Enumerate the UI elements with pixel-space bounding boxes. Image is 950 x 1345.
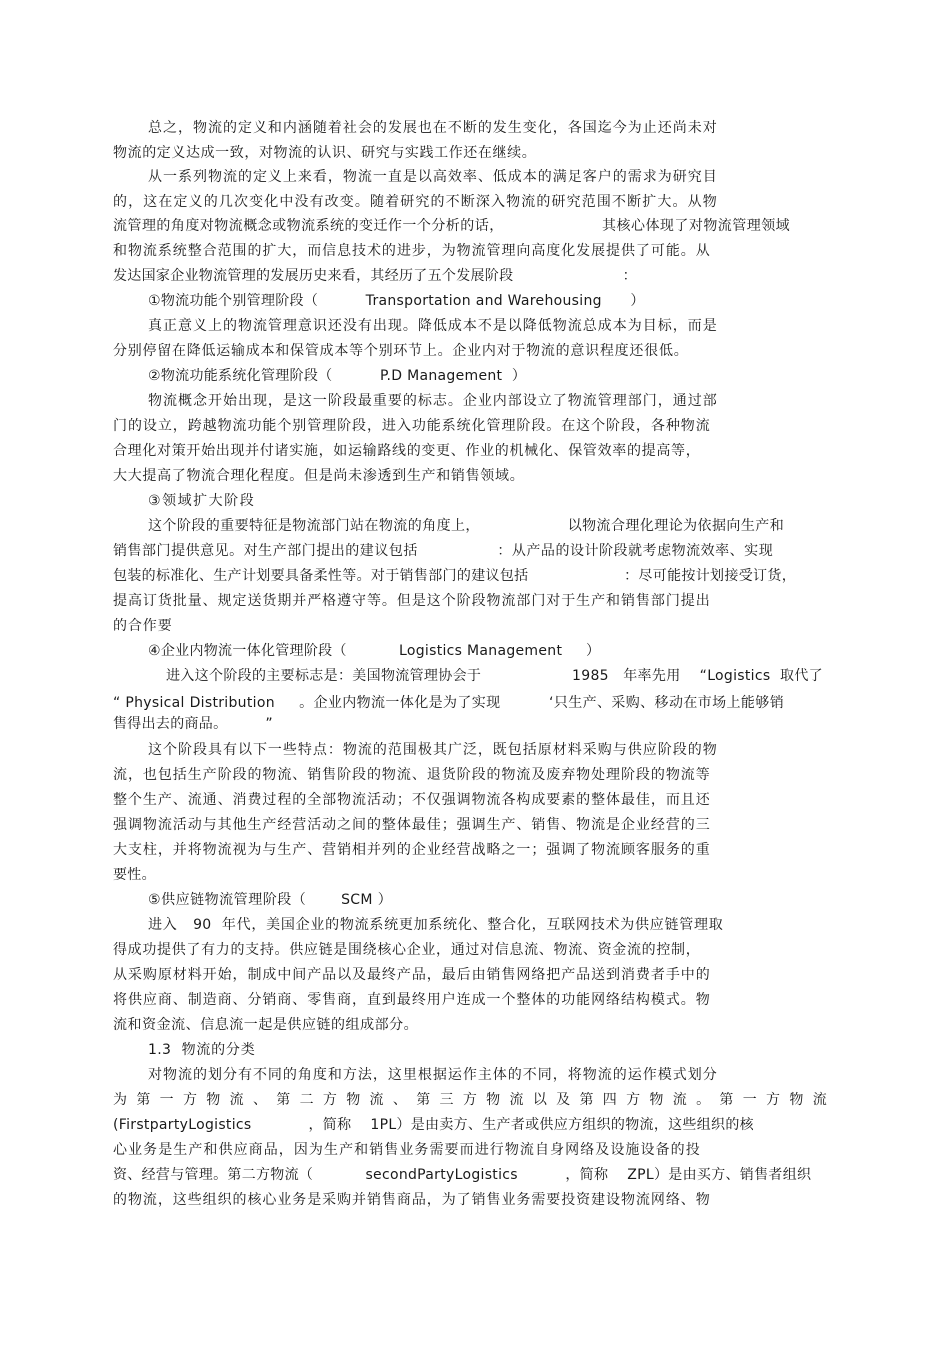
text-line: 的合作要 <box>113 618 172 634</box>
text-line: 强调物流活动与其他生产经营活动之间的整体最佳；强调生产、销售、物流是企业经营的三 <box>113 817 710 833</box>
text-line: (FirstpartyLogistics ，简称 1PL）是由卖方、生产者或供应方组织的物流，这些组织的核 <box>113 1117 754 1133</box>
section-heading: 1.3 物流的分类 <box>148 1042 255 1058</box>
text-line: 销售部门提供意见。对生产部门提出的建议包括 ：从产品的设计阶段就考虑物流效率、实现 <box>113 543 773 559</box>
text-line: 提高订货批量、规定送货期并严格遵守等。但是这个阶段物流部门对于生产和销售部门提出 <box>113 593 710 609</box>
text-line: 的物流，这些组织的核心业务是采购并销售商品，为了销售业务需要投资建设物流网络、物 <box>113 1192 710 1208</box>
text-line: 大大提高了物流合理化程度。但是尚未渗透到生产和销售领域。 <box>113 468 524 484</box>
text-line: 合理化对策开始出现并付诸实施，如运输路线的变更、作业的机械化、保管效率的提高等， <box>113 443 700 459</box>
text-line: 包装的标准化、生产计划要具备柔性等。对于销售部门的建议包括 ：尽可能按计划接受订货， <box>113 568 796 584</box>
stage-heading: ②物流功能系统化管理阶段（ P.D Management ） <box>148 368 527 384</box>
text-line: 的，这在定义的几次变化中没有改变。随着研究的不断深入物流的研究范围不断扩大。从物 <box>113 194 717 210</box>
text-line: 分别停留在降低运输成本和保管成本等个别环节上。企业内对于物流的意识程度还很低。 <box>113 343 688 359</box>
text-line: 整个生产、流通、消费过程的全部物流活动；不仅强调物流各构成要素的整体最佳，而且还 <box>113 792 710 808</box>
text-line: 物流的定义达成一致，对物流的认识、研究与实践工作还在继续。 <box>113 145 536 161</box>
text-line: 进入 90 年代，美国企业的物流系统更加系统化、整合化，互联网技术为供应链管理取 <box>148 917 723 933</box>
text-line: 流和资金流、信息流一起是供应链的组成部分。 <box>113 1017 418 1033</box>
text-line: 资、经营与管理。第二方物流（ secondPartyLogistics ，简称 ZPL）是由买方、销售者组织 <box>113 1167 812 1183</box>
text-line: 大支柱，并将物流视为与生产、营销相并列的企业经营战略之一；强调了物流顾客服务的重 <box>113 842 710 858</box>
text-line: 流，也包括生产阶段的物流、销售阶段的物流、退货阶段的物流及废弃物处理阶段的物流等 <box>113 767 710 783</box>
stage-heading: ③领域扩大阶段 <box>148 493 254 509</box>
text-line: “ Physical Distribution 。企业内物流一体化是为了实现 ‘只生产、采购、移动在市场上能够销 <box>113 695 784 711</box>
text-line: 心业务是生产和供应商品，因为生产和销售业务需要而进行物流自身网络及设施设备的投 <box>113 1142 700 1158</box>
text-line: 进入这个阶段的主要标志是：美国物流管理协会于 1985 年率先用 “Logistics 取代了 <box>166 668 823 684</box>
text-line: 将供应商、制造商、分销商、零售商，直到最终用户连成一个整体的功能网络结构模式。物 <box>113 992 710 1008</box>
stage-heading: ⑤供应链物流管理阶段（ SCM ） <box>148 892 392 908</box>
text-line: 门的设立，跨越物流功能个别管理阶段，进入功能系统化管理阶段。在这个阶段，各种物流 <box>113 418 710 434</box>
text-line: 为 第 一 方 物 流 、 第 二 方 物 流 、 第 三 方 物 流 以 及 第 四 方 物 流 。 第 一 方 物 流 <box>113 1092 827 1108</box>
text-line: 这个阶段的重要特征是物流部门站在物流的角度上， 以物流合理化理论为依据向生产和 <box>148 518 784 534</box>
text-line: 流管理的角度对物流概念或物流系统的变迁作一个分析的话， 其核心体现了对物流管理领域 <box>113 218 790 234</box>
text-line: 物流概念开始出现，是这一阶段最重要的标志。企业内部设立了物流管理部门，通过部 <box>148 393 717 409</box>
text-line: 要性。 <box>113 867 156 883</box>
stage-heading: ①物流功能个别管理阶段（ Transportation and Warehousing ） <box>148 293 645 309</box>
text-line: 对物流的划分有不同的角度和方法，这里根据运作主体的不同，将物流的运作模式划分 <box>148 1067 717 1083</box>
text-line: 得成功提供了有力的支持。供应链是围绕核心企业，通过对信息流、物流、资金流的控制， <box>113 942 700 958</box>
text-line: 和物流系统整合范围的扩大，而信息技术的进步，为物流管理向高度化发展提供了可能。从 <box>113 243 710 259</box>
text-line: 发达国家企业物流管理的发展历史来看，其经历了五个发展阶段 ： <box>113 268 637 284</box>
text-line: 从采购原材料开始，制成中间产品以及最终产品，最后由销售网络把产品送到消费者手中的 <box>113 967 710 983</box>
text-line: 真正意义上的物流管理意识还没有出现。降低成本不是以降低物流总成本为目标，而是 <box>148 318 717 334</box>
text-line: 从一系列物流的定义上来看，物流一直是以高效率、低成本的满足客户的需求为研究目 <box>148 169 717 185</box>
text-line: 总之，物流的定义和内涵随着社会的发展也在不断的发生变化，各国迄今为止还尚未对 <box>148 120 717 136</box>
text-line: 售得出去的商品。 ” <box>113 716 273 732</box>
stage-heading: ④企业内物流一体化管理阶段（ Logistics Management ） <box>148 643 601 659</box>
text-line: 这个阶段具有以下一些特点：物流的范围极其广泛，既包括原材料采购与供应阶段的物 <box>148 742 717 758</box>
